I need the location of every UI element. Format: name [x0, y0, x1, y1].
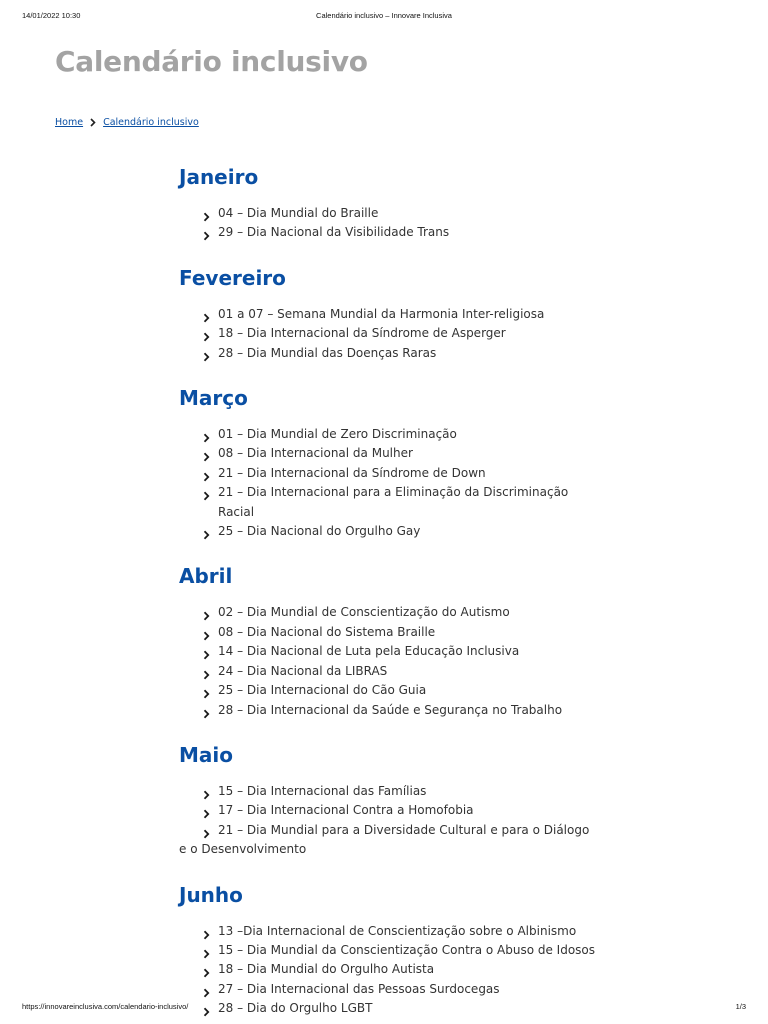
print-doc-title: Calendário inclusivo – Innovare Inclusiva	[316, 10, 452, 20]
event-text: 25 – Dia Internacional do Cão Guia	[218, 683, 427, 698]
event-item	[203, 425, 599, 444]
event-text: 28 – Dia do Orgulho LGBT	[218, 1001, 373, 1016]
event-text: 29 – Dia Nacional da Visibilidade Trans	[218, 225, 450, 240]
chevron-right-icon	[203, 488, 212, 498]
event-item	[203, 960, 599, 979]
month-title: Junho	[179, 882, 243, 907]
chevron-right-icon	[203, 647, 212, 657]
chevron-right-icon	[203, 449, 212, 459]
event-text: 21 – Dia Internacional da Síndrome de Down	[218, 465, 486, 480]
event-item	[203, 444, 599, 463]
chevron-right-icon	[203, 329, 212, 339]
event-item	[203, 464, 599, 483]
event-item	[203, 204, 599, 223]
print-footer	[22, 999, 746, 1016]
event-item	[203, 662, 599, 681]
event-item	[203, 623, 599, 642]
event-text: 28 – Dia Internacional da Saúde e Segurança no Trabalho	[218, 702, 563, 717]
event-item	[203, 483, 599, 522]
event-item	[203, 305, 599, 324]
chevron-right-icon	[203, 667, 212, 677]
chevron-right-icon	[203, 965, 212, 975]
month-title: Março	[179, 386, 248, 411]
chevron-right-icon	[203, 686, 212, 696]
chevron-right-icon	[203, 628, 212, 638]
event-text: 02 – Dia Mundial de Conscientização do Autismo	[218, 605, 510, 620]
event-text: 25 – Dia Nacional do Orgulho Gay	[218, 524, 421, 539]
event-item	[203, 701, 599, 720]
event-text: 08 – Dia Nacional do Sistema Braille	[218, 624, 436, 639]
print-header	[22, 8, 746, 22]
event-text: 21 – Dia Mundial para a Diversidade Cultural e para o Diálogo e o Desenvolvimento	[179, 822, 590, 857]
calendar-content	[179, 162, 599, 1019]
month-title: Maio	[179, 742, 233, 767]
chevron-right-icon	[203, 927, 212, 937]
breadcrumb-current-link[interactable]: Calendário inclusivo	[103, 117, 199, 128]
event-text: 24 – Dia Nacional da LIBRAS	[218, 663, 388, 678]
chevron-right-icon	[203, 228, 212, 238]
event-item	[203, 941, 599, 960]
chevron-right-icon	[203, 527, 212, 537]
chevron-right-icon	[203, 706, 212, 716]
event-list	[179, 782, 599, 860]
chevron-right-icon	[83, 118, 103, 127]
event-text: 18 – Dia Internacional da Síndrome de Asperger	[218, 326, 506, 341]
month-section-3	[179, 561, 599, 739]
chevron-right-icon	[203, 310, 212, 320]
chevron-right-icon	[203, 985, 212, 995]
breadcrumb	[55, 117, 199, 128]
event-text: 13 –Dia Internacional de Conscientização sobre o Albinismo	[218, 923, 577, 938]
event-text: 14 – Dia Nacional de Luta pela Educação Inclusiva	[218, 644, 520, 659]
event-item	[203, 522, 599, 541]
event-item	[203, 681, 599, 700]
month-section-1	[179, 263, 599, 383]
event-list	[179, 425, 599, 541]
chevron-right-icon	[203, 806, 212, 816]
event-text: 15 – Dia Mundial da Conscientização Contra o Abuso de Idosos	[218, 942, 596, 957]
month-section-5	[179, 880, 599, 1019]
event-list	[179, 305, 599, 363]
print-page-number: 1/3	[735, 1001, 746, 1011]
event-text: 01 a 07 – Semana Mundial da Harmonia Inter-religiosa	[218, 306, 545, 321]
chevron-right-icon	[203, 209, 212, 219]
chevron-right-icon	[203, 430, 212, 440]
event-text: 08 – Dia Internacional da Mulher	[218, 446, 413, 461]
event-item	[203, 922, 599, 941]
event-item	[203, 980, 599, 999]
chevron-right-icon	[203, 826, 212, 836]
event-text: 28 – Dia Mundial das Doenças Raras	[218, 345, 437, 360]
month-title: Fevereiro	[179, 265, 286, 290]
chevron-right-icon	[203, 349, 212, 359]
event-text: 17 – Dia Internacional Contra a Homofobia	[218, 803, 474, 818]
breadcrumb-home-link[interactable]: Home	[55, 117, 84, 128]
print-datetime: 14/01/2022 10:30	[22, 10, 81, 20]
month-title: Abril	[179, 564, 233, 589]
chevron-right-icon	[203, 946, 212, 956]
chevron-right-icon	[203, 787, 212, 797]
event-text: 01 – Dia Mundial de Zero Discriminação	[218, 427, 457, 442]
event-text: 21 – Dia Internacional para a Eliminação da Discriminação Racial	[218, 485, 569, 519]
event-list	[179, 603, 599, 719]
month-section-4	[179, 740, 599, 880]
event-item	[203, 324, 599, 343]
event-item	[179, 821, 599, 860]
event-item	[203, 223, 599, 242]
event-item	[203, 603, 599, 622]
event-text: 04 – Dia Mundial do Braille	[218, 206, 379, 220]
event-item	[203, 801, 599, 820]
month-section-0	[179, 162, 599, 263]
event-text: 27 – Dia Internacional das Pessoas Surdocegas	[218, 981, 500, 996]
chevron-right-icon	[203, 469, 212, 479]
event-list	[179, 204, 599, 243]
event-item	[203, 782, 599, 801]
event-text: 15 – Dia Internacional das Famílias	[218, 783, 427, 798]
event-text: 18 – Dia Mundial do Orgulho Autista	[218, 962, 435, 977]
month-title: Janeiro	[179, 165, 259, 189]
month-section-2	[179, 383, 599, 561]
chevron-right-icon	[203, 608, 212, 618]
event-item	[203, 642, 599, 661]
page-title: Calendário inclusivo	[55, 45, 368, 78]
event-item	[203, 344, 599, 363]
print-url: https://innovareinclusiva.com/calendario-inclusivo/	[22, 1001, 189, 1011]
